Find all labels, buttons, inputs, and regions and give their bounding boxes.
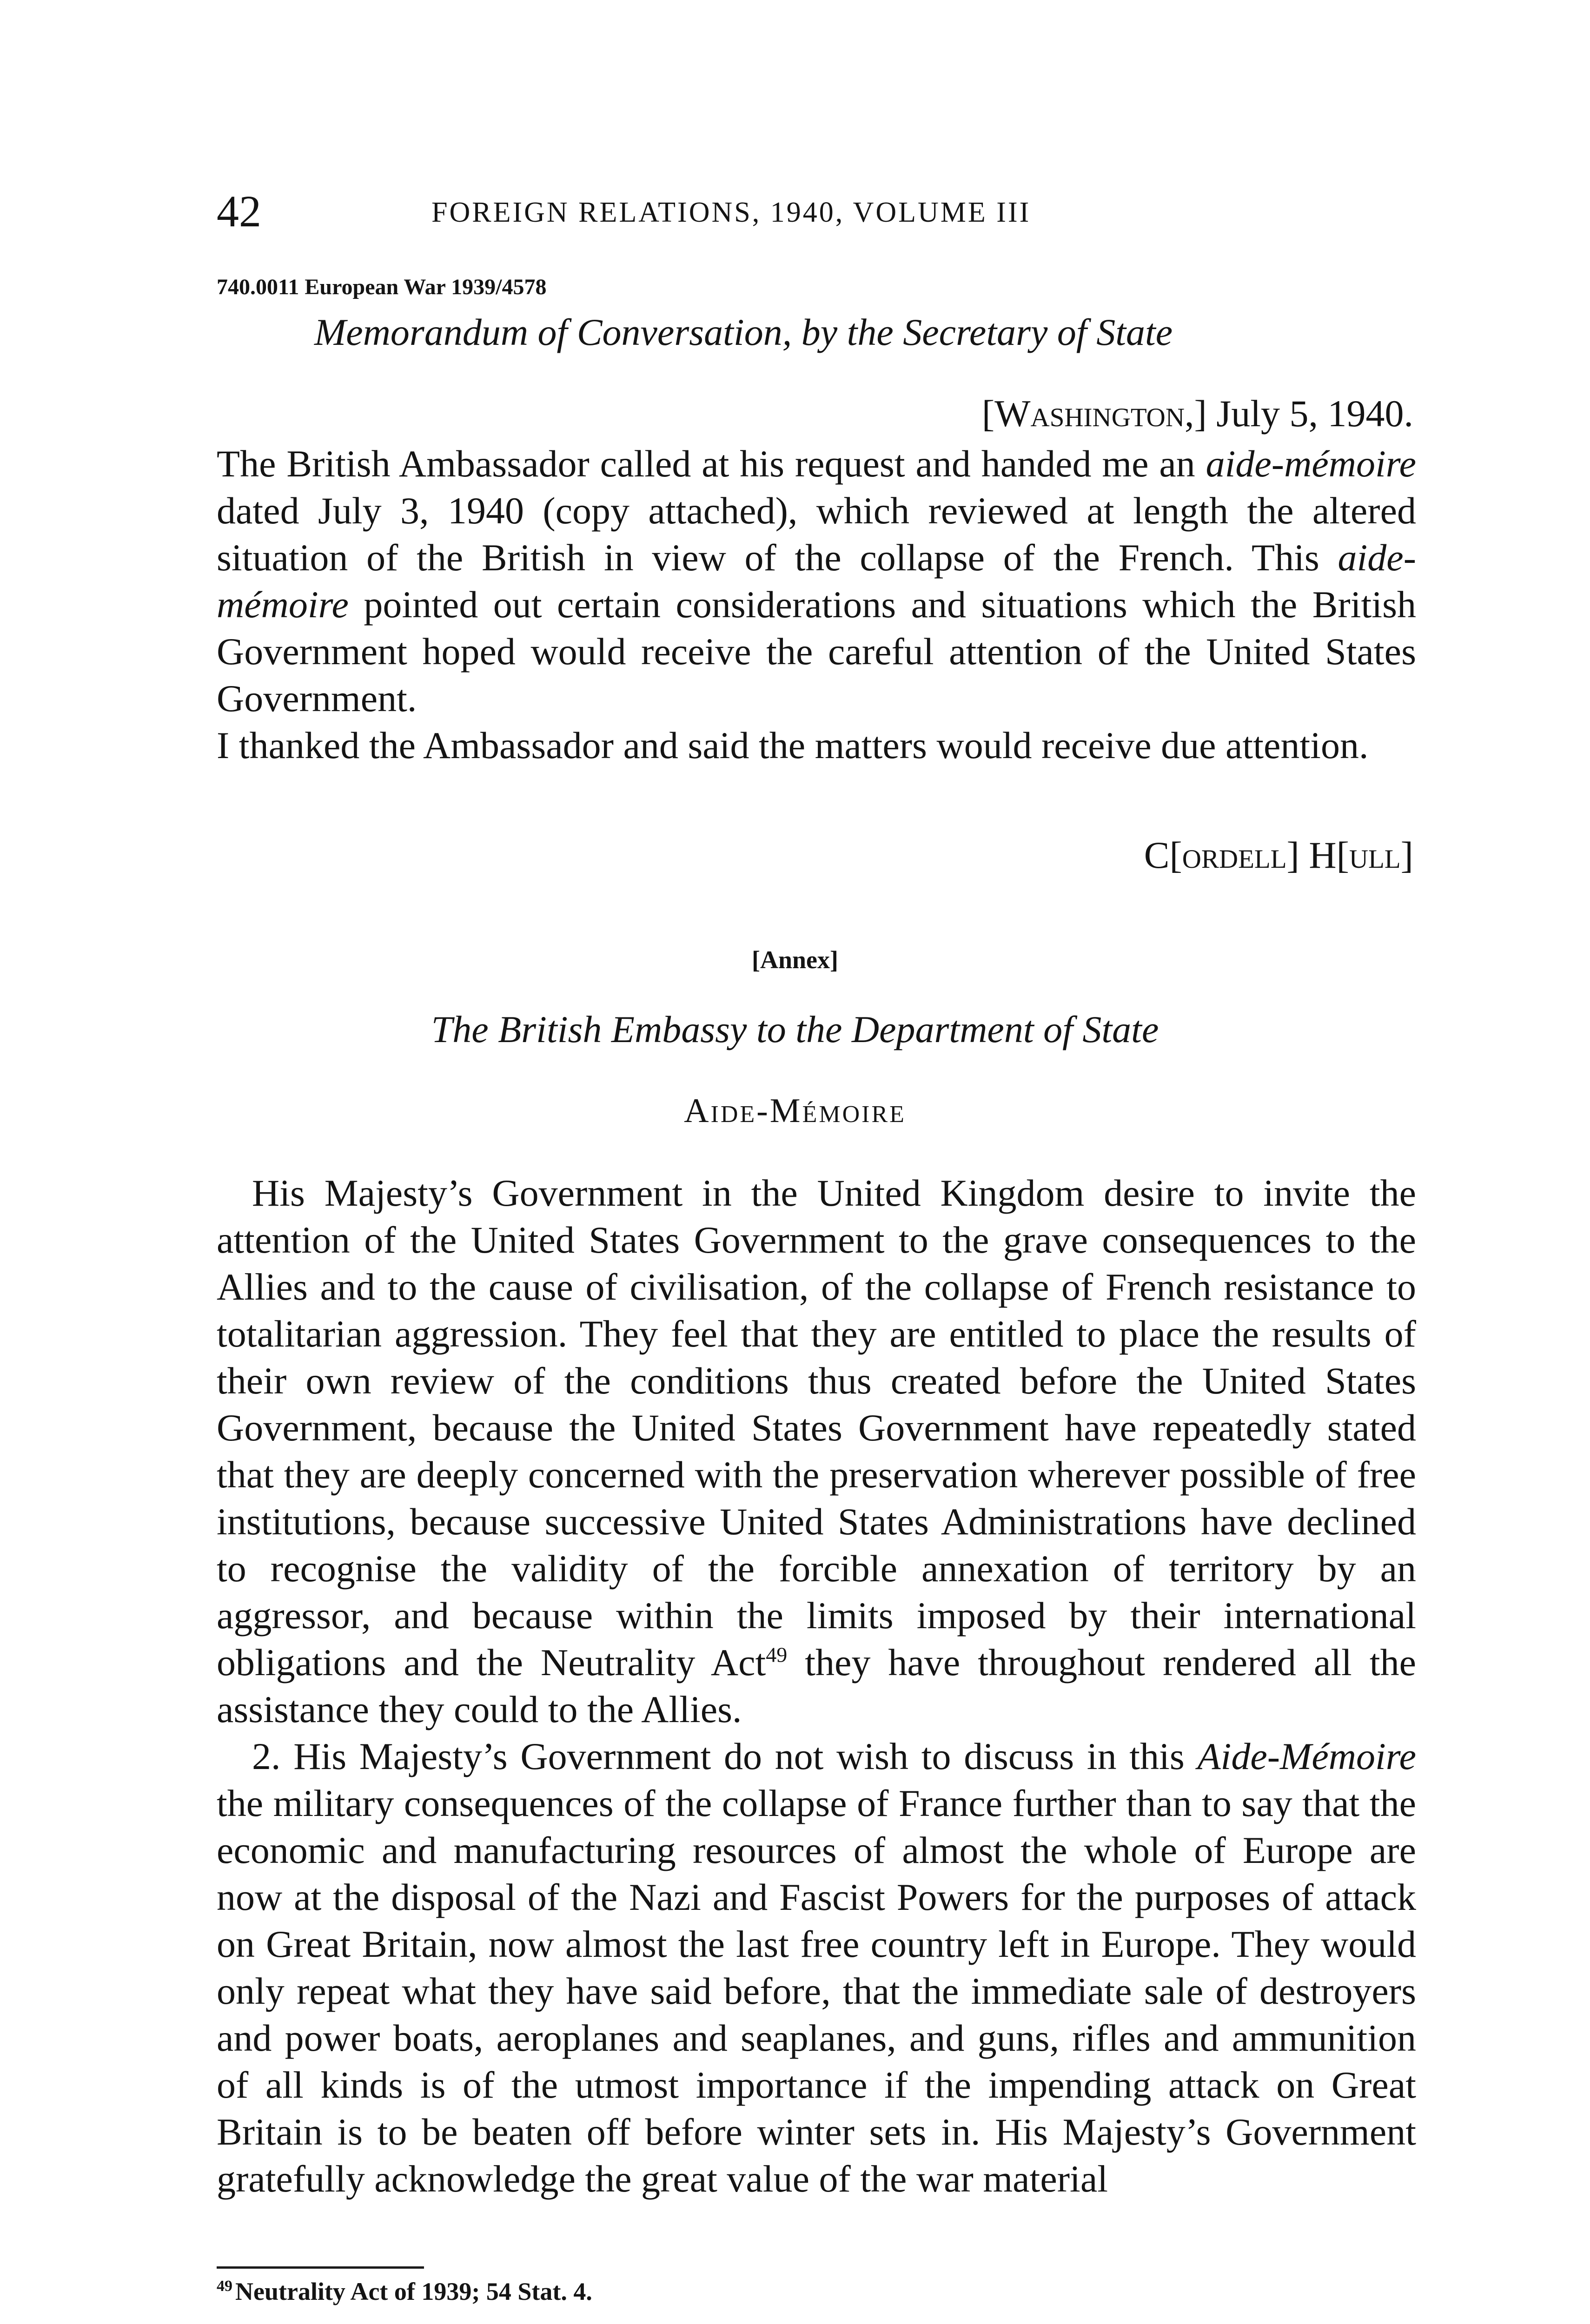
annex-body <box>217 1169 1416 2202</box>
running-head <box>217 186 1416 237</box>
file-reference: 740.0011 European War 1939/4578 <box>217 275 547 299</box>
running-title: FOREIGN RELATIONS, 1940, VOLUME III <box>431 197 1031 228</box>
annex-paragraph-1 <box>217 1169 1416 1733</box>
dateline-date: July 5, 1940. <box>1216 392 1413 435</box>
memo-body <box>217 440 1416 769</box>
memo-p1-italic-a: aide-mémoire <box>1206 442 1416 485</box>
memo-paragraph-1 <box>217 440 1416 722</box>
annex-label: [Annex] <box>752 946 838 974</box>
footnote-mark: 49 <box>217 2278 232 2295</box>
footnote-text: Neutrality Act of 1939; 54 Stat. 4. <box>235 2278 592 2305</box>
annex-p2-text-a: 2. His Majesty’s Government do not wish to discuss in this <box>252 1735 1198 1777</box>
memo-paragraph-2: I thanked the Ambassador and said the matters would receive due attention. <box>217 724 1369 766</box>
memo-p1-italic-b: aide-mémoire <box>217 536 1416 626</box>
footnote-rule <box>217 2266 424 2269</box>
dateline <box>982 390 1413 437</box>
signature: C[ordell] H[ull] <box>1144 834 1413 876</box>
annex-subtitle: Aide-Mémoire <box>684 1092 906 1130</box>
memo-title: Memorandum of Conversation, by the Secretary of State <box>314 311 1173 353</box>
memo-p1-text-a: The British Ambassador called at his request and handed me an <box>217 442 1206 485</box>
dateline-place: [Washington,] <box>981 392 1207 435</box>
footnote-reference: 49 <box>766 1643 788 1667</box>
footnote <box>217 2275 592 2308</box>
annex-p2-italic: Aide-Mémoire <box>1197 1735 1416 1777</box>
annex-p1-text-b: they have throughout rendered all the assistance they could to the Allies. <box>217 1641 1416 1730</box>
annex-paragraph-2 <box>217 1733 1416 2202</box>
annex-p1-text-a: His Majesty’s Government in the United Kingdom desire to invite the attention of the United States Government to the grave consequences to the Allies and to the cause of civilisation, of the collapse of French resistance to totalitarian aggression. They feel that they are entitled to place the results of their own review of the conditions thus created before the United States Government, because the United States Government have repeatedly stated that they are deeply concerned with the preservation wherever possible of free institutions, because successive United States Administrations have declined to recognise the validity of the forcible annexation of territory by an aggressor, and because within the limits imposed by their international obligations and the Neutrality Act <box>217 1172 1416 1684</box>
memo-p1-text-b: dated July 3, 1940 (copy attached), which reviewed at length the altered situation of the British in view of the collapse of the French. This <box>217 489 1416 579</box>
page-number: 42 <box>217 186 261 236</box>
annex-p2-text-b: the military consequences of the collapse of France further than to say that the economic and manufacturing resources of almost the whole of Europe are now at the disposal of the Nazi and Fascist Powers for the purposes of attack on Great Britain, now almost the last free country left in Europe. They would only repeat what they have said before, that the immediate sale of destroyers and power boats, aeroplanes and seaplanes, and guns, rifles and ammunition of all kinds is of the utmost importance if the impending attack on Great Britain is to be beaten off before winter sets in. His Majesty’s Government gratefully acknowledge the great value of the war material <box>217 1782 1416 2200</box>
memo-p1-text-c: pointed out certain considerations and situations which the British Government hoped would receive the careful attention of the United States Government. <box>217 583 1416 720</box>
annex-title: The British Embassy to the Department of State <box>431 1008 1159 1050</box>
